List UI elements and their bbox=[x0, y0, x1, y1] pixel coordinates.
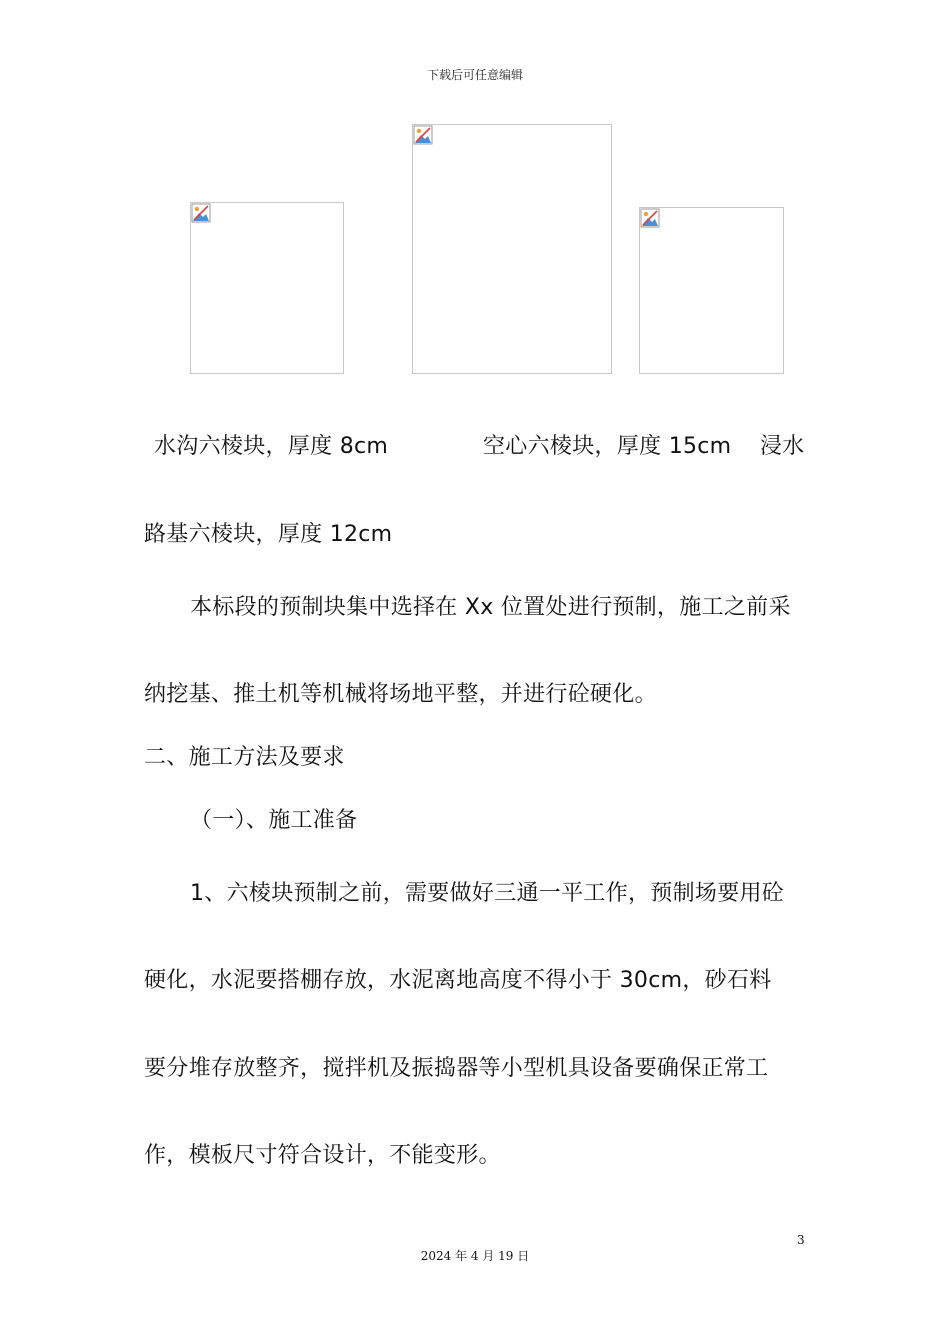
broken-image-icon bbox=[191, 203, 211, 223]
paragraph-2-line-2: 硬化，水泥要搭棚存放，水泥离地高度不得小于 30cm，砂石料 bbox=[144, 968, 772, 993]
page-number: 3 bbox=[797, 1233, 805, 1247]
paragraph-2-line-4: 作，模板尺寸符合设计，不能变形。 bbox=[144, 1143, 501, 1168]
image-placeholder-drain-block bbox=[190, 202, 344, 374]
subsection-heading: （一）、施工准备 bbox=[190, 808, 358, 833]
caption-hollow-block: 空心六棱块，厚度 15cm bbox=[483, 434, 732, 459]
broken-image-icon bbox=[413, 125, 433, 145]
paragraph-1-line-2: 纳挖基、推土机等机械将场地平整，并进行砼硬化。 bbox=[144, 682, 657, 707]
caption-drain-block: 水沟六棱块，厚度 8cm bbox=[154, 434, 389, 459]
page-header: 下载后可任意编辑 bbox=[426, 68, 523, 82]
section-heading: 二、施工方法及要求 bbox=[144, 745, 345, 770]
paragraph-2-line-1: 1、六棱块预制之前，需要做好三通一平工作，预制场要用砼 bbox=[190, 881, 785, 906]
paragraph-1-line-1: 本标段的预制块集中选择在 Xx 位置处进行预制，施工之前采 bbox=[190, 595, 791, 620]
page-footer-date: 2024 年 4 月 19 日 bbox=[420, 1249, 530, 1263]
broken-image-icon bbox=[640, 208, 660, 228]
paragraph-2-line-3: 要分堆存放整齐，搅拌机及振捣器等小型机具设备要确保正常工 bbox=[144, 1056, 769, 1081]
caption-subgrade-block-end: 路基六棱块，厚度 12cm bbox=[144, 522, 393, 547]
caption-subgrade-block-start: 浸水 bbox=[760, 434, 805, 459]
image-placeholder-subgrade-block bbox=[639, 207, 784, 374]
image-placeholder-hollow-block bbox=[412, 124, 612, 374]
